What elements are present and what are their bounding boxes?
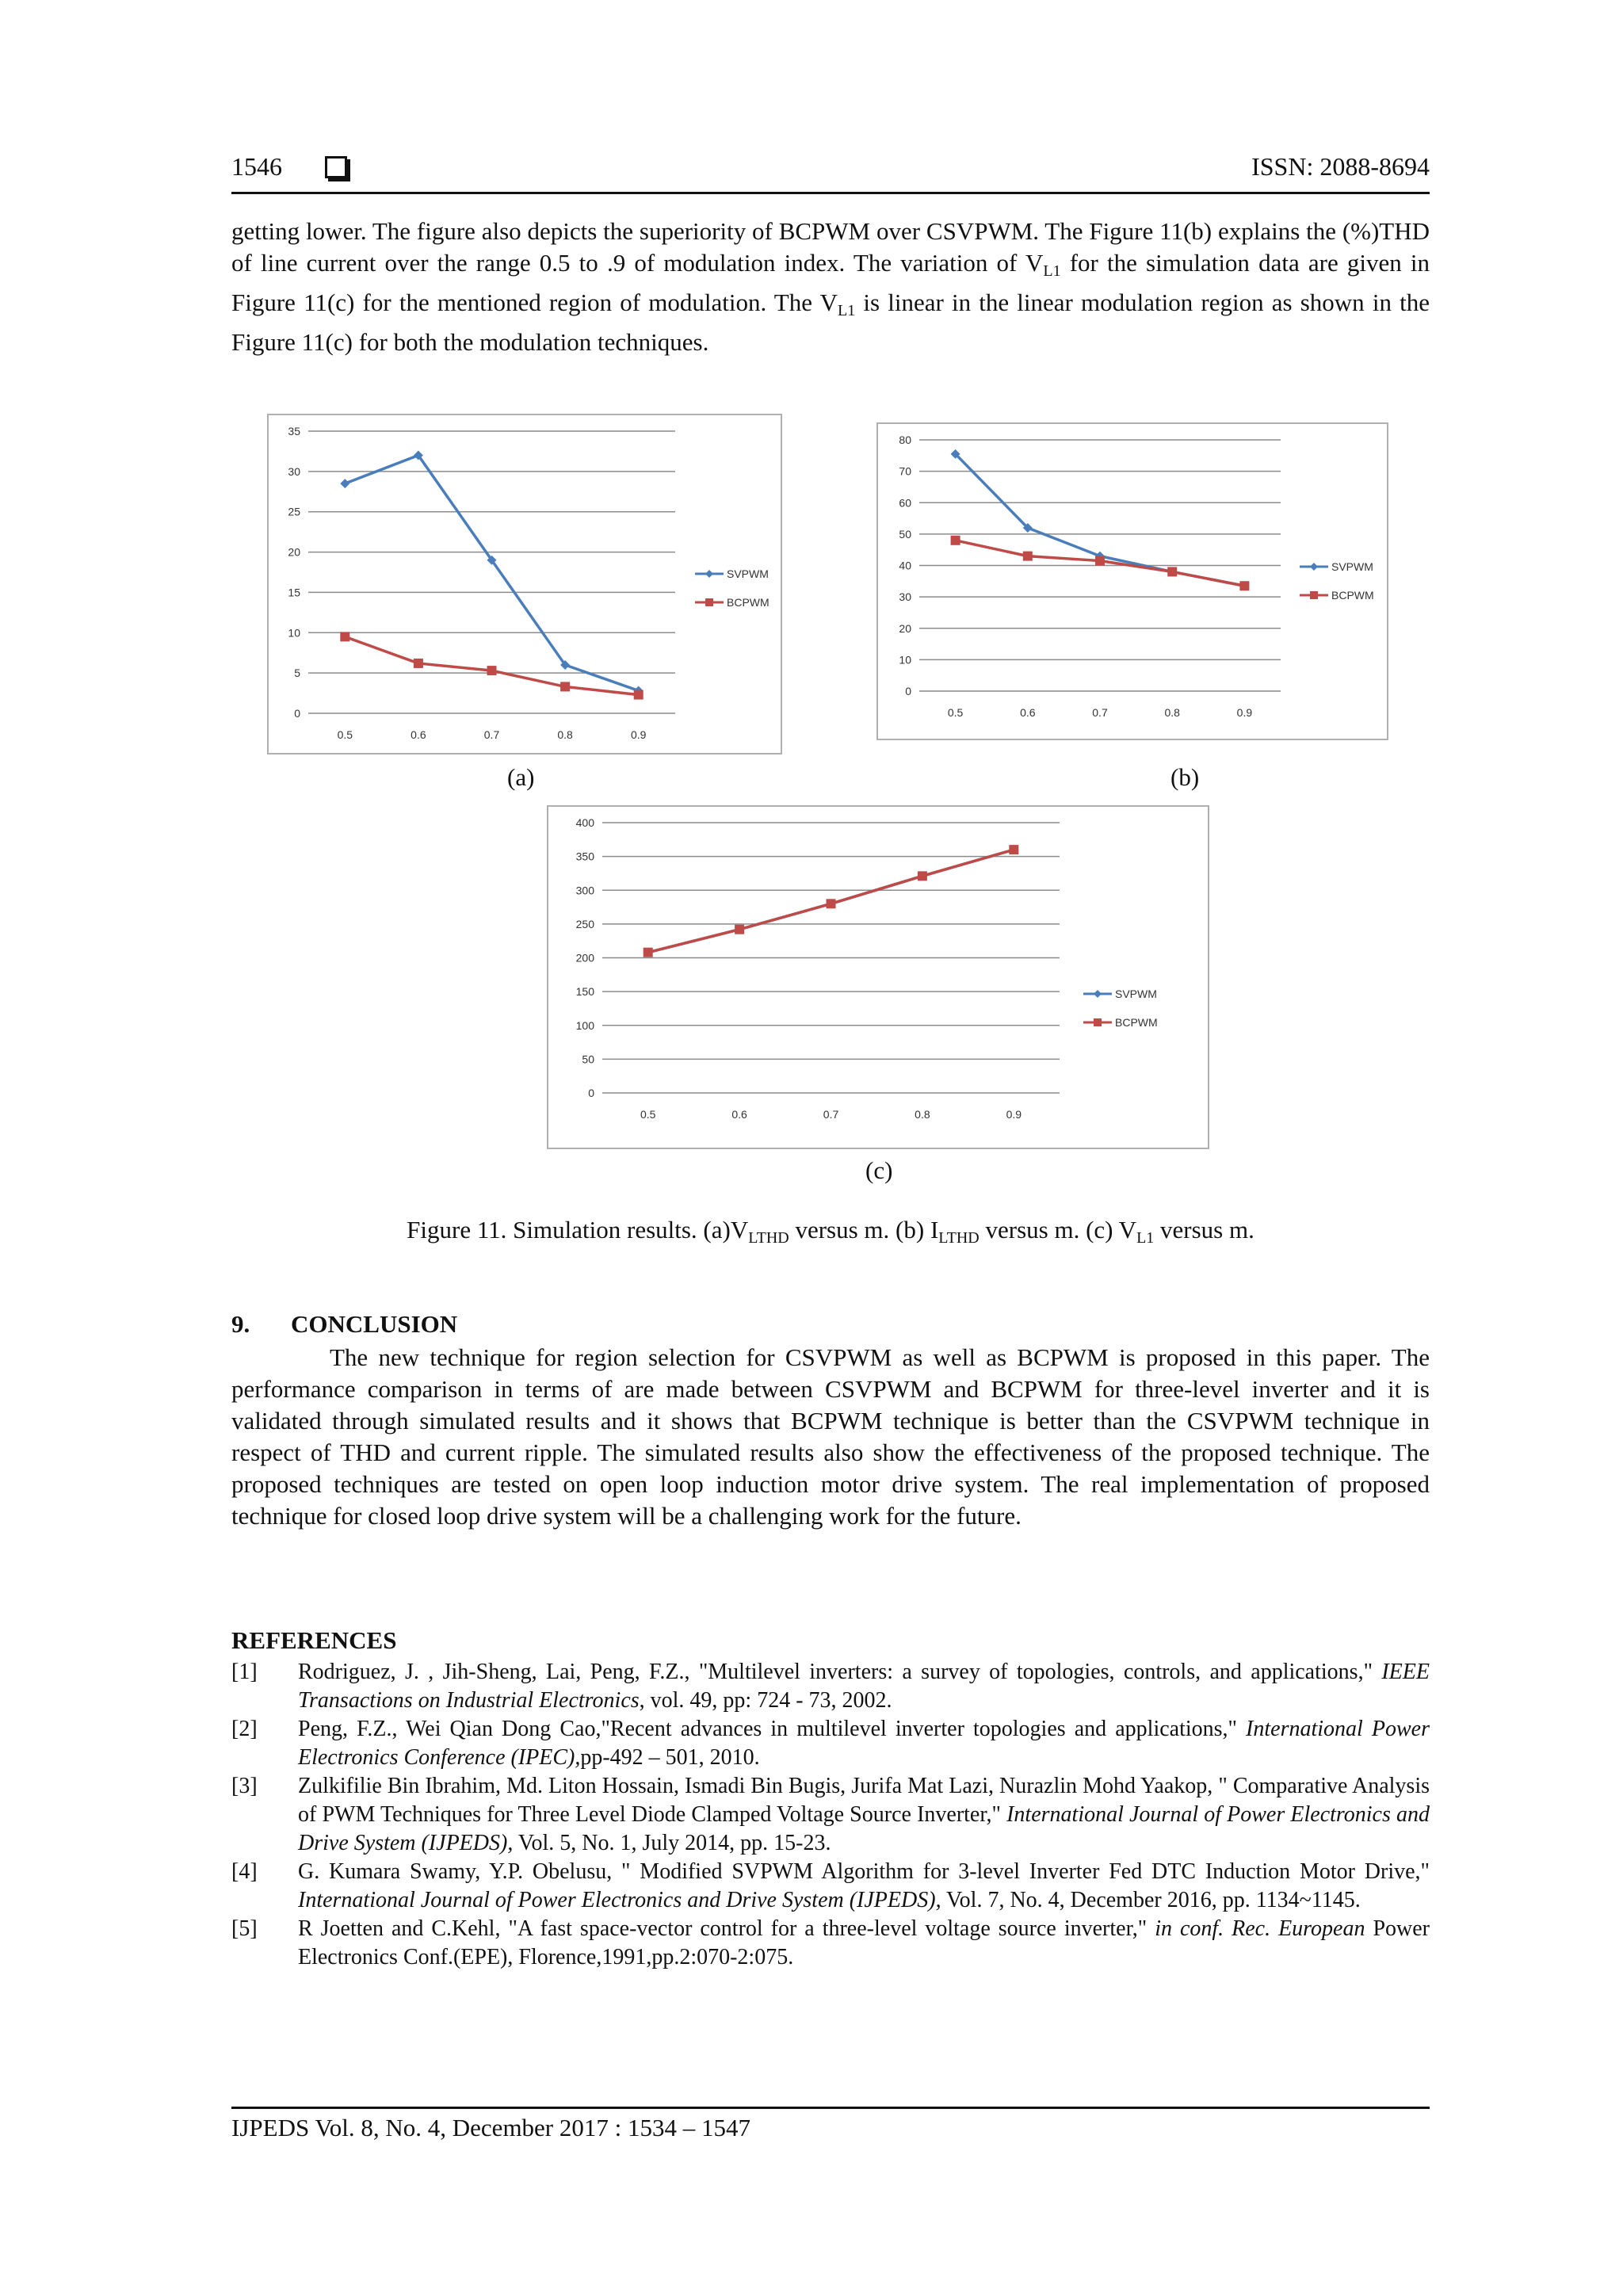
page-number: 1546 [231, 152, 282, 181]
conclusion-text: The new technique for region selection for CSVPWM as well as BCPWM is proposed in this paper. The performance comparison in terms of are made between CSVPWM and BCPWM for three-level inverter and it is validated through simulated results and it shows that BCPWM technique is better than the CSVPWM technique in respect of THD and current ripple. The simulated results also show the effectiveness of the proposed technique. The proposed techniques are tested on open loop induction motor drive system. The real implementation of proposed technique for closed loop drive system will be a challenging work for the future. [231, 1343, 1430, 1530]
y-tick-label: 10 [899, 653, 911, 667]
footer-text: IJPEDS Vol. 8, No. 4, December 2017 : 1534 – 1547 [231, 2114, 750, 2141]
x-tick-label: 0.9 [1006, 1108, 1022, 1121]
legend-marker [1310, 563, 1318, 571]
ref-details: Vol. 7, No. 4, December 2016, pp. 1134~1145. [941, 1888, 1361, 1912]
ref-text: R Joetten and C.Kehl, "A fast space-vector control for a three-level voltage source inverter," [298, 1916, 1155, 1941]
section-number: 9. [231, 1310, 250, 1338]
ref-index: [1] [231, 1660, 258, 1684]
data-point-bcpwm [1009, 845, 1018, 854]
reference-item [231, 1658, 1430, 1715]
figcap-sub-2: LTHD [938, 1229, 980, 1247]
reference-item [231, 1715, 1430, 1772]
data-point-bcpwm [918, 871, 927, 881]
figcap-sub-1: LTHD [748, 1229, 789, 1247]
chart-a-svg [269, 415, 781, 753]
page-header [231, 152, 1430, 194]
y-tick-label: 5 [294, 667, 300, 680]
figcap-1: Figure 11. Simulation results. (a)V [407, 1216, 749, 1244]
y-tick-label: 350 [575, 850, 594, 863]
y-tick-label: 0 [588, 1087, 594, 1099]
y-tick-label: 0 [294, 707, 300, 720]
y-tick-label: 25 [288, 505, 300, 518]
ref-index: [4] [231, 1859, 258, 1884]
ref-text: G. Kumara Swamy, Y.P. Obelusu, " Modified SVPWM Algorithm for 3-level Inverter Fed DTC Induction Motor Drive," [298, 1859, 1430, 1884]
y-tick-label: 50 [582, 1052, 594, 1066]
ref-details: Power Electronics Conf.(EPE), Florence,1991,pp.2:070-2:075. [298, 1916, 1430, 1969]
x-tick-label: 0.9 [630, 728, 647, 741]
data-point-bcpwm [634, 690, 643, 700]
section-heading [231, 1310, 457, 1339]
ref-index: [3] [231, 1774, 258, 1798]
reference-item [231, 1915, 1430, 1972]
x-tick-label: 0.5 [337, 728, 353, 741]
data-point-bcpwm [1239, 581, 1249, 590]
intro-paragraph [231, 216, 1430, 358]
y-tick-label: 100 [575, 1018, 594, 1032]
figcap-4: versus m. [1154, 1216, 1254, 1244]
y-tick-label: 0 [905, 685, 911, 697]
y-tick-label: 20 [288, 545, 300, 559]
legend-marker [705, 598, 713, 606]
intro-sub-2: L1 [838, 302, 856, 319]
ref-text: Rodriguez, J. , Jih-Sheng, Lai, Peng, F.Z., "Multilevel inverters: a survey of topologies, controls, and applications," [298, 1660, 1382, 1684]
issn: ISSN: 2088-8694 [1251, 152, 1430, 181]
series-line-svpwm [956, 454, 1245, 586]
y-tick-label: 50 [899, 527, 911, 541]
y-tick-label: 10 [288, 626, 300, 640]
intro-text-1: getting lower. The figure also depicts the superiority of BCPWM over CSVPWM. The Figure 11(b) explains the (%)THD of line current over the range 0.5 to .9 of modulation index. The variation of V [231, 217, 1430, 277]
data-point-bcpwm [340, 632, 349, 641]
x-tick-label: 0.7 [823, 1108, 839, 1121]
y-tick-label: 30 [288, 464, 300, 478]
x-tick-label: 0.8 [557, 728, 573, 741]
data-point-bcpwm [560, 682, 570, 691]
reference-item [231, 1772, 1430, 1858]
data-point-bcpwm [1095, 556, 1105, 566]
x-tick-label: 0.5 [947, 706, 964, 719]
y-tick-label: 400 [575, 816, 594, 829]
ref-details: pp-492 – 501, 2010. [580, 1745, 760, 1770]
x-tick-label: 0.8 [1164, 706, 1180, 719]
ref-source: in conf. Rec. European [1155, 1916, 1365, 1941]
x-tick-label: 0.8 [915, 1108, 930, 1121]
x-tick-label: 0.7 [1092, 706, 1108, 719]
ref-text: Peng, F.Z., Wei Qian Dong Cao,"Recent advances in multilevel inverter topologies and applications," [298, 1717, 1247, 1741]
legend-label: BCPWM [727, 596, 769, 609]
page-footer [231, 2107, 1430, 2142]
data-point-bcpwm [1167, 567, 1177, 576]
legend-label: BCPWM [1331, 589, 1374, 602]
ref-source: International Journal of Power Electronics and Drive System (IJPEDS), [298, 1802, 1430, 1855]
chart-a [267, 414, 782, 755]
data-point-bcpwm [1023, 552, 1033, 561]
caption-a: (a) [507, 763, 535, 791]
ref-source: International Journal of Power Electronics and Drive System (IJPEDS), [298, 1888, 941, 1912]
y-tick-label: 150 [575, 985, 594, 999]
y-tick-label: 60 [899, 496, 911, 510]
x-tick-label: 0.6 [411, 728, 426, 741]
data-point-bcpwm [735, 925, 744, 934]
references-heading: REFERENCES [231, 1626, 397, 1654]
box-icon [325, 156, 347, 178]
data-point-bcpwm [951, 536, 960, 545]
ref-source: IEEE Transactions on Industrial Electronics [298, 1660, 1430, 1713]
x-tick-label: 0.6 [1020, 706, 1036, 719]
data-point-svpwm [340, 479, 349, 488]
legend-label: BCPWM [1115, 1016, 1158, 1029]
reference-item [231, 1858, 1430, 1915]
data-point-bcpwm [827, 899, 836, 908]
ref-text: Zulkifilie Bin Ibrahim, Md. Liton Hossain, Ismadi Bin Bugis, Jurifa Mat Lazi, Nurazlin Mohd Yaakop, " Comparative Analysis of PWM Techniques for Three Level Diode Clamped Voltage Source Inverter," [298, 1774, 1430, 1827]
y-tick-label: 70 [899, 464, 911, 478]
y-tick-label: 300 [575, 884, 594, 897]
data-point-bcpwm [487, 666, 497, 675]
intro-sub-1: L1 [1043, 262, 1061, 280]
x-tick-label: 0.6 [731, 1108, 747, 1121]
legend-label: SVPWM [1331, 560, 1373, 573]
y-tick-label: 15 [288, 586, 300, 599]
y-tick-label: 80 [899, 434, 911, 446]
y-tick-label: 250 [575, 917, 594, 930]
ref-details: , vol. 49, pp: 724 - 73, 2002. [639, 1688, 892, 1713]
ref-index: [5] [231, 1916, 258, 1941]
series-line-bcpwm [345, 636, 638, 694]
data-point-bcpwm [414, 659, 423, 668]
intro-text-2: for the simulation data are given in Figure 11(c) for the mentioned region of modulation. The V [231, 249, 1430, 316]
legend-label: SVPWM [727, 567, 769, 580]
chart-c [547, 805, 1209, 1149]
y-tick-label: 35 [288, 425, 300, 437]
chart-c-svg [548, 807, 1208, 1148]
figcap-2: versus m. (b) I [789, 1216, 939, 1244]
caption-b: (b) [1170, 763, 1200, 791]
legend-marker [1094, 990, 1102, 998]
ref-source: International Power Electronics Conference (IPEC), [298, 1717, 1430, 1770]
legend-marker [705, 570, 713, 578]
y-tick-label: 20 [899, 621, 911, 635]
y-tick-label: 40 [899, 559, 911, 572]
data-point-bcpwm [643, 948, 653, 957]
x-tick-label: 0.5 [640, 1108, 656, 1121]
legend-label: SVPWM [1115, 988, 1157, 1000]
legend-marker [1310, 591, 1318, 599]
caption-c: (c) [865, 1156, 893, 1184]
ref-index: [2] [231, 1717, 258, 1741]
intro-text-3: is linear in the linear modulation region as shown in the Figure 11(c) for both the modulation techniques. [231, 288, 1430, 356]
ref-details: Vol. 5, No. 1, July 2014, pp. 15-23. [513, 1831, 831, 1855]
y-tick-label: 200 [575, 951, 594, 965]
chart-b [876, 422, 1388, 740]
figcap-3: versus m. (c) V [979, 1216, 1137, 1244]
x-tick-label: 0.7 [483, 728, 500, 741]
figure-caption [231, 1216, 1430, 1247]
chart-b-svg [878, 424, 1387, 739]
series-line-svpwm [345, 456, 638, 691]
y-tick-label: 30 [899, 590, 911, 604]
references-list [231, 1658, 1430, 1972]
figcap-sub-3: L1 [1136, 1229, 1155, 1247]
legend-marker [1094, 1018, 1102, 1026]
x-tick-label: 0.9 [1236, 706, 1253, 719]
section-title: CONCLUSION [291, 1310, 458, 1338]
